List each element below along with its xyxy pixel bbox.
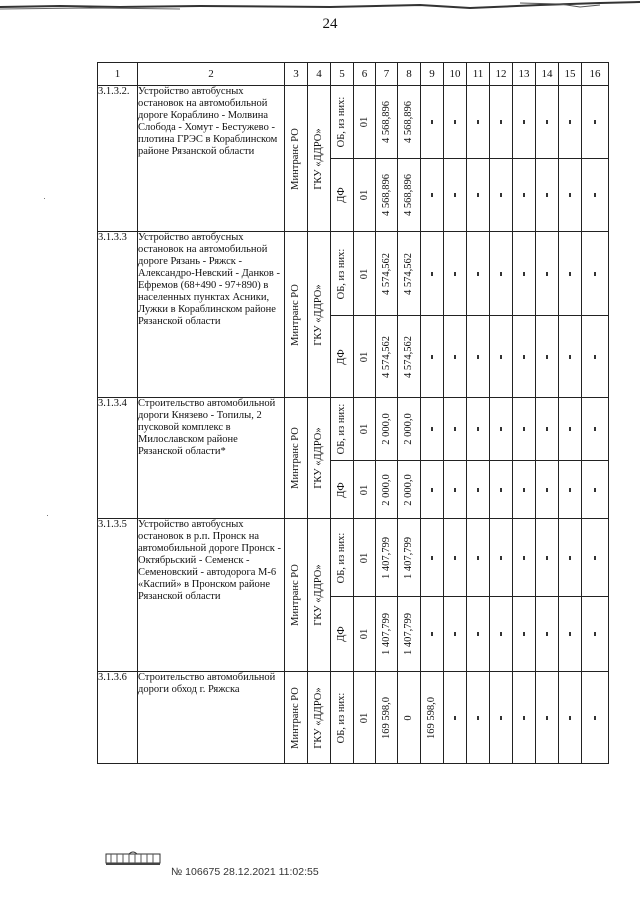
- code: 01: [358, 268, 370, 279]
- empty-cell: [490, 461, 513, 519]
- empty-cell: [467, 597, 490, 672]
- table-row: [98, 232, 609, 316]
- table-row: [98, 519, 609, 597]
- empty-cell: [467, 398, 490, 461]
- empty-cell: [467, 159, 490, 232]
- code: 01: [358, 484, 370, 495]
- amount-2021: 4 574,562: [403, 252, 414, 295]
- executor: ГКУ «ДДРО»: [313, 283, 324, 346]
- column-header: 7: [376, 63, 398, 86]
- empty-cell: [582, 316, 609, 398]
- empty-cell: [582, 597, 609, 672]
- amount-2021: 4 568,896: [403, 101, 414, 143]
- empty-cell: [536, 159, 559, 232]
- empty-cell: [559, 519, 582, 597]
- column-header: 2: [138, 63, 285, 86]
- empty-cell: [421, 461, 444, 519]
- executor: ГКУ «ДДРО»: [313, 686, 324, 749]
- activity-name: Устройство автобусных остановок на автомобильной дороге Кораблино - Молвина Слобода - Хомут - Бестужево - плотина ГРЭС в Кораблинском районе Рязанской области: [138, 86, 285, 232]
- amount-2021: 1 407,799: [403, 613, 414, 655]
- amount-total: 169 598,0: [380, 696, 392, 739]
- empty-cell: [444, 86, 467, 159]
- funding-source: ОБ, из них:: [336, 96, 347, 148]
- empty-cell: [490, 519, 513, 597]
- executor: ГКУ «ДДРО»: [313, 564, 324, 626]
- funding-source: ДФ: [336, 626, 347, 642]
- empty-cell: [513, 86, 536, 159]
- amount-total: 1 407,799: [380, 613, 392, 655]
- empty-cell: [467, 316, 490, 398]
- responsible: Минтранс РО: [290, 427, 301, 489]
- scan-speck: [44, 198, 45, 199]
- empty-cell: [490, 316, 513, 398]
- empty-cell: [536, 461, 559, 519]
- page-number: 24: [322, 16, 338, 32]
- empty-cell: [467, 232, 490, 316]
- empty-cell: [513, 672, 536, 764]
- empty-cell: [559, 597, 582, 672]
- empty-cell: [490, 398, 513, 461]
- empty-cell: [513, 597, 536, 672]
- funding-source: ОБ, из них:: [336, 532, 347, 583]
- table-row: [98, 398, 609, 461]
- empty-cell: [582, 461, 609, 519]
- column-header: 15: [559, 63, 582, 86]
- empty-cell: [444, 597, 467, 672]
- empty-cell: [536, 398, 559, 461]
- empty-cell: [490, 672, 513, 764]
- row-number: 3.1.3.3: [98, 232, 138, 398]
- empty-cell: [513, 398, 536, 461]
- scan-speck: [47, 515, 48, 516]
- empty-cell: [559, 86, 582, 159]
- amount-total: 2 000,0: [380, 413, 392, 445]
- table-row: [98, 672, 609, 764]
- document-stamp-id: № 106675 28.12.2021 11:02:55: [171, 866, 319, 878]
- executor: ГКУ «ДДРО»: [313, 427, 324, 489]
- empty-cell: [582, 232, 609, 316]
- header-row: [98, 63, 609, 86]
- empty-cell: [467, 519, 490, 597]
- empty-cell: [559, 159, 582, 232]
- funding-source: ДФ: [336, 348, 347, 365]
- empty-cell: [513, 316, 536, 398]
- funding-source: ДФ: [336, 187, 347, 203]
- empty-cell: [559, 398, 582, 461]
- amount-total: 4 568,896: [380, 101, 392, 143]
- empty-cell: [421, 232, 444, 316]
- column-header: 1: [98, 63, 138, 86]
- empty-cell: [421, 316, 444, 398]
- amount-2021: 2 000,0: [403, 413, 414, 445]
- code: 01: [358, 628, 370, 640]
- empty-cell: [421, 597, 444, 672]
- column-header: 4: [308, 63, 331, 86]
- empty-cell: [513, 159, 536, 232]
- empty-cell: [444, 672, 467, 764]
- empty-cell: [490, 86, 513, 159]
- code: 01: [358, 189, 370, 201]
- empty-cell: [467, 86, 490, 159]
- column-header: 3: [285, 63, 308, 86]
- empty-cell: [513, 232, 536, 316]
- empty-cell: [444, 519, 467, 597]
- column-header: 6: [354, 63, 376, 86]
- column-header: 8: [398, 63, 421, 86]
- empty-cell: [536, 597, 559, 672]
- amount-total: 4 574,562: [380, 335, 392, 378]
- empty-cell: [559, 461, 582, 519]
- row-number: 3.1.3.6: [98, 672, 138, 764]
- responsible: Минтранс РО: [290, 283, 301, 346]
- empty-cell: [536, 232, 559, 316]
- column-header: 16: [582, 63, 609, 86]
- empty-cell: [536, 86, 559, 159]
- column-header: 12: [490, 63, 513, 86]
- empty-cell: [559, 232, 582, 316]
- column-header: 11: [467, 63, 490, 86]
- empty-cell: [444, 461, 467, 519]
- amount-total: 4 574,562: [380, 252, 392, 295]
- empty-cell: [421, 398, 444, 461]
- amount-total: 2 000,0: [380, 473, 392, 506]
- empty-cell: [421, 519, 444, 597]
- top-edge-scan-line: [0, 0, 640, 14]
- empty-cell: [582, 398, 609, 461]
- funding-source: ОБ, из них:: [336, 248, 347, 299]
- table-row: [98, 86, 609, 159]
- amount-2022: 169 598,0: [426, 696, 437, 739]
- activity-name: Устройство автобусных остановок на автомобильной дороге Рязань - Ряжск - Александро-Невский - Данков - Ефремов (68+490 - 97+890) в населенных пунктах Асники, Лужки в Кораблинском районе Рязанской области: [138, 232, 285, 398]
- budget-table: [97, 62, 609, 764]
- amount-2021: 4 574,562: [403, 335, 414, 378]
- row-number: 3.1.3.5: [98, 519, 138, 672]
- funding-source: ОБ, из них:: [336, 692, 347, 743]
- row-number: 3.1.3.4: [98, 398, 138, 519]
- code: 01: [358, 351, 370, 362]
- responsible: Минтранс РО: [290, 686, 301, 749]
- empty-cell: [444, 316, 467, 398]
- amount-total: 4 568,896: [380, 174, 392, 216]
- column-header: 13: [513, 63, 536, 86]
- amount-total: 1 407,799: [380, 536, 392, 579]
- empty-cell: [421, 86, 444, 159]
- empty-cell: [559, 672, 582, 764]
- empty-cell: [490, 159, 513, 232]
- code: 01: [358, 712, 370, 723]
- empty-cell: [582, 159, 609, 232]
- empty-cell: [467, 461, 490, 519]
- empty-cell: [513, 461, 536, 519]
- row-number: 3.1.3.2.: [98, 86, 138, 232]
- activity-name: Строительство автомобильной дороги обход г. Ряжска: [138, 672, 285, 764]
- column-header: 14: [536, 63, 559, 86]
- stamp-logo: [105, 850, 161, 866]
- code: 01: [358, 116, 370, 128]
- activity-name: Строительство автомобильной дороги Князево - Топилы, 2 пусковой комплекс в Милославском районе Рязанской области*: [138, 398, 285, 519]
- empty-cell: [536, 672, 559, 764]
- activity-name: Устройство автобусных остановок в р.п. Пронск на автомобильной дороге Пронск - Октябрьский - Семенск - Семеновский - автодорога М-6 «Каспий» в Пронском районе Рязанской области: [138, 519, 285, 672]
- empty-cell: [421, 159, 444, 232]
- empty-cell: [582, 672, 609, 764]
- funding-source: ОБ, из них:: [336, 403, 347, 455]
- empty-cell: [536, 519, 559, 597]
- empty-cell: [582, 519, 609, 597]
- funding-source: ДФ: [336, 481, 347, 498]
- empty-cell: [490, 597, 513, 672]
- amount-2021: 4 568,896: [403, 174, 414, 216]
- responsible: Минтранс РО: [290, 564, 301, 626]
- empty-cell: [444, 159, 467, 232]
- amount-2021: 1 407,799: [403, 536, 414, 579]
- empty-cell: [467, 672, 490, 764]
- empty-cell: [490, 232, 513, 316]
- column-header: 5: [331, 63, 354, 86]
- code: 01: [358, 423, 370, 435]
- executor: ГКУ «ДДРО»: [313, 127, 324, 190]
- responsible: Минтранс РО: [290, 127, 301, 190]
- code: 01: [358, 552, 370, 563]
- empty-cell: [513, 519, 536, 597]
- column-header: 10: [444, 63, 467, 86]
- empty-cell: [444, 398, 467, 461]
- empty-cell: [444, 232, 467, 316]
- empty-cell: [582, 86, 609, 159]
- amount-2021: 0: [403, 714, 414, 721]
- amount-2021: 2 000,0: [403, 473, 414, 506]
- empty-cell: [536, 316, 559, 398]
- column-header: 9: [421, 63, 444, 86]
- empty-cell: [559, 316, 582, 398]
